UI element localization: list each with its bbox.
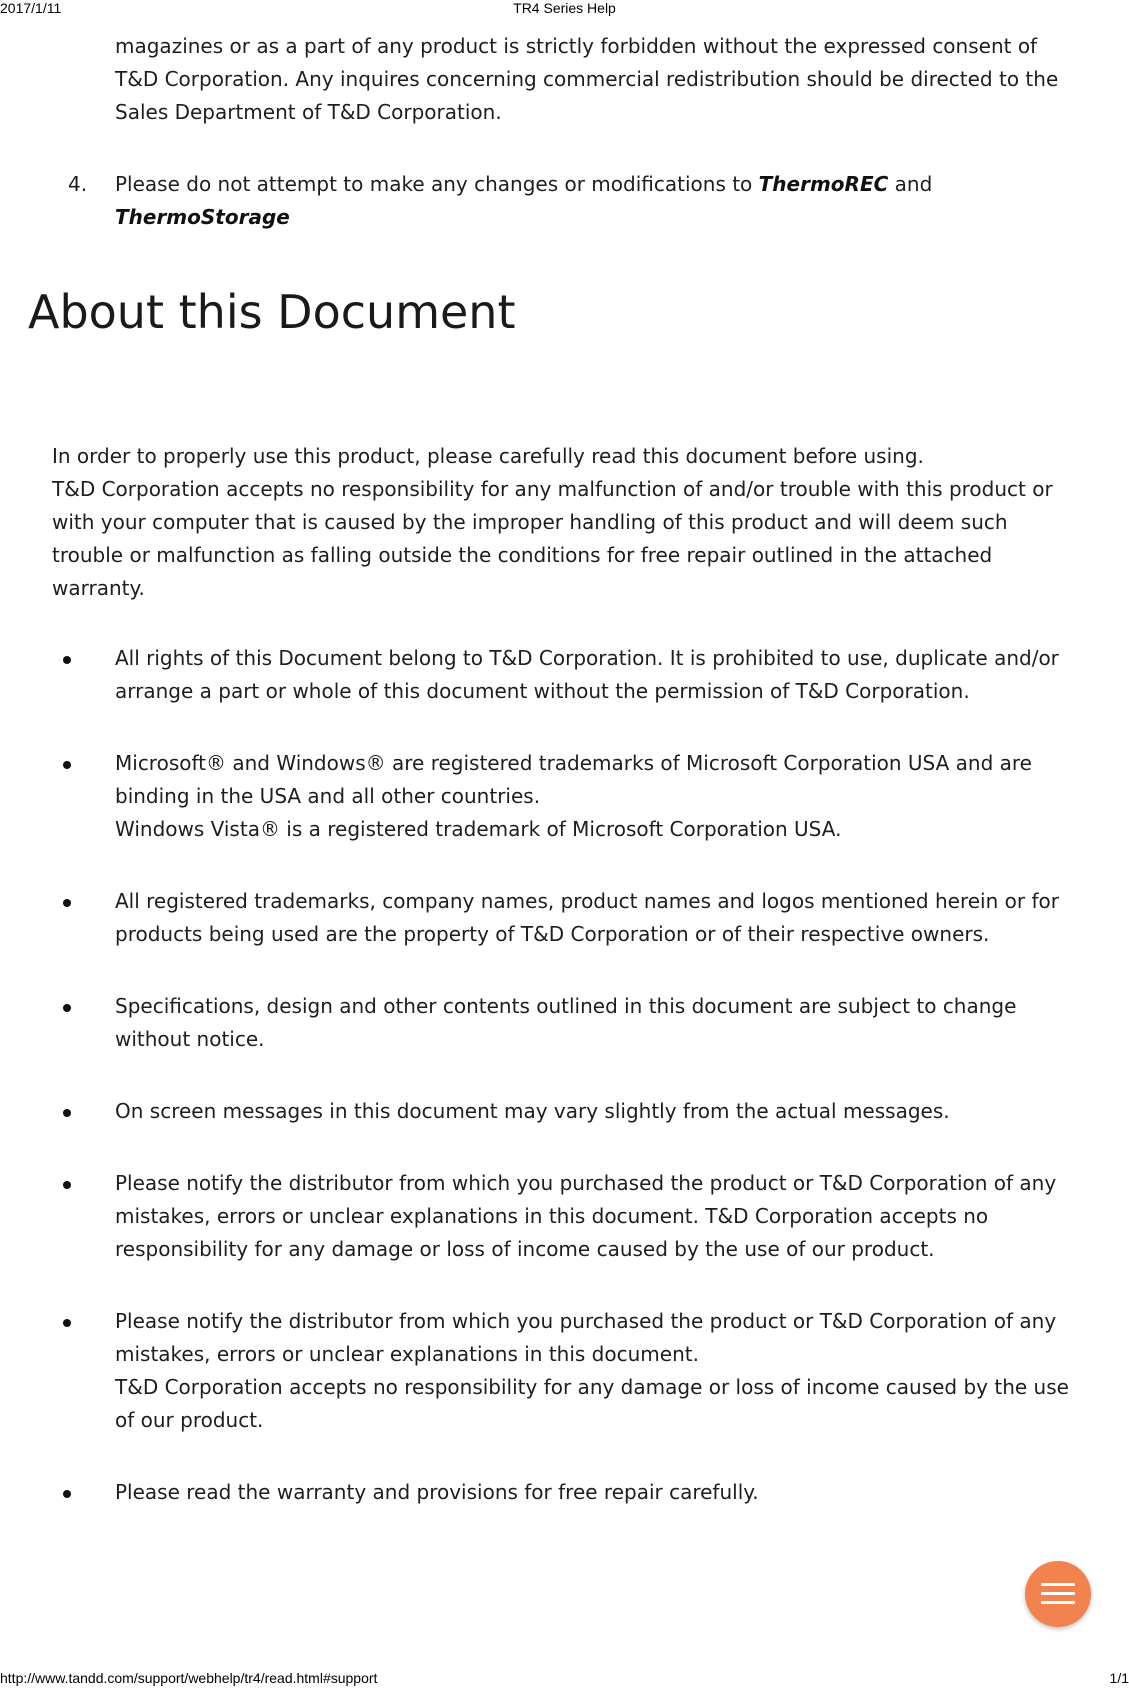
list-item xyxy=(0,1305,1129,1437)
bullet-dot xyxy=(63,1109,71,1117)
list-item-text: Please read the warranty and provisions for free repair carefully. xyxy=(115,1480,759,1504)
notice-list xyxy=(0,642,1129,1548)
continued-paragraph: magazines or as a part of any product is strictly forbidden without the expressed consent of T&D Corporation. Any inquires concerning commercial redistribution should be directed to the Sales Department of T&D Corporation. xyxy=(115,34,1059,124)
print-header xyxy=(0,0,1129,16)
page-number: 1/1 xyxy=(1109,1670,1129,1686)
hamburger-menu-icon xyxy=(1041,1583,1075,1605)
bullet-dot xyxy=(63,1004,71,1012)
brand-thermorec: ThermoREC xyxy=(758,172,889,196)
list-item-text: T&D Corporation accepts no responsibility for any damage or loss of income caused by the use of our product. xyxy=(115,1375,1069,1432)
bullet-dot xyxy=(63,761,71,769)
menu-button[interactable] xyxy=(1025,1561,1091,1627)
list-item xyxy=(0,1167,1129,1266)
intro-paragraph xyxy=(52,440,1077,605)
brand-thermostorage: ThermoStorage xyxy=(115,205,290,229)
list-item xyxy=(0,1476,1129,1509)
list-item xyxy=(0,885,1129,951)
item-text-before: Please do not attempt to make any changes or modifications to xyxy=(115,172,759,196)
list-item-text: All rights of this Document belong to T&D Corporation. It is prohibited to use, duplicate and/or arrange a part or whole of this document without the permission of T&D Corporation. xyxy=(115,646,1059,703)
bullet-dot xyxy=(63,1319,71,1327)
bullet-dot xyxy=(63,656,71,664)
item-number: 4. xyxy=(68,172,88,196)
list-item xyxy=(0,747,1129,846)
print-date: 2017/1/11 xyxy=(0,0,62,16)
list-item-text: Please notify the distributor from which you purchased the product or T&D Corporation of any mistakes, errors or unclear explanations in this document. T&D Corporation accepts no responsibility for any damage or loss of income caused by the use of our product. xyxy=(115,1171,1057,1261)
list-item-text: Specifications, design and other contents outlined in this document are subject to change without notice. xyxy=(115,994,1017,1051)
print-url: http://www.tandd.com/support/webhelp/tr4/read.html#support xyxy=(0,1670,378,1686)
list-item-text: Windows Vista® is a registered trademark of Microsoft Corporation USA. xyxy=(115,817,842,841)
list-item-text: Microsoft® and Windows® are registered trademarks of Microsoft Corporation USA and are binding in the USA and all other countries. xyxy=(115,751,1032,808)
list-item xyxy=(0,642,1129,708)
intro-line: T&D Corporation accepts no responsibility for any malfunction of and/or trouble with this product or with your computer that is caused by the improper handling of this product and will deem such trouble or malfunction as falling outside the conditions for free repair outlined in the attached warranty. xyxy=(52,477,1053,600)
list-item-text: Please notify the distributor from which you purchased the product or T&D Corporation of any mistakes, errors or unclear explanations in this document. xyxy=(115,1309,1057,1366)
list-item xyxy=(0,1095,1129,1128)
section-heading: About this Document xyxy=(28,285,516,339)
item-text xyxy=(115,168,1035,234)
list-item-text: All registered trademarks, company names, product names and logos mentioned herein or for products being used are the property of T&D Corporation or of their respective owners. xyxy=(115,889,1059,946)
list-item-text: On screen messages in this document may vary slightly from the actual messages. xyxy=(115,1099,950,1123)
bullet-dot xyxy=(63,1181,71,1189)
print-footer xyxy=(0,1670,1129,1688)
item-text-middle: and xyxy=(888,172,933,196)
bullet-dot xyxy=(63,899,71,907)
list-item xyxy=(0,990,1129,1056)
intro-line: In order to properly use this product, please carefully read this document before using. xyxy=(52,444,924,468)
print-title: TR4 Series Help xyxy=(513,0,616,16)
bullet-dot xyxy=(63,1490,71,1498)
